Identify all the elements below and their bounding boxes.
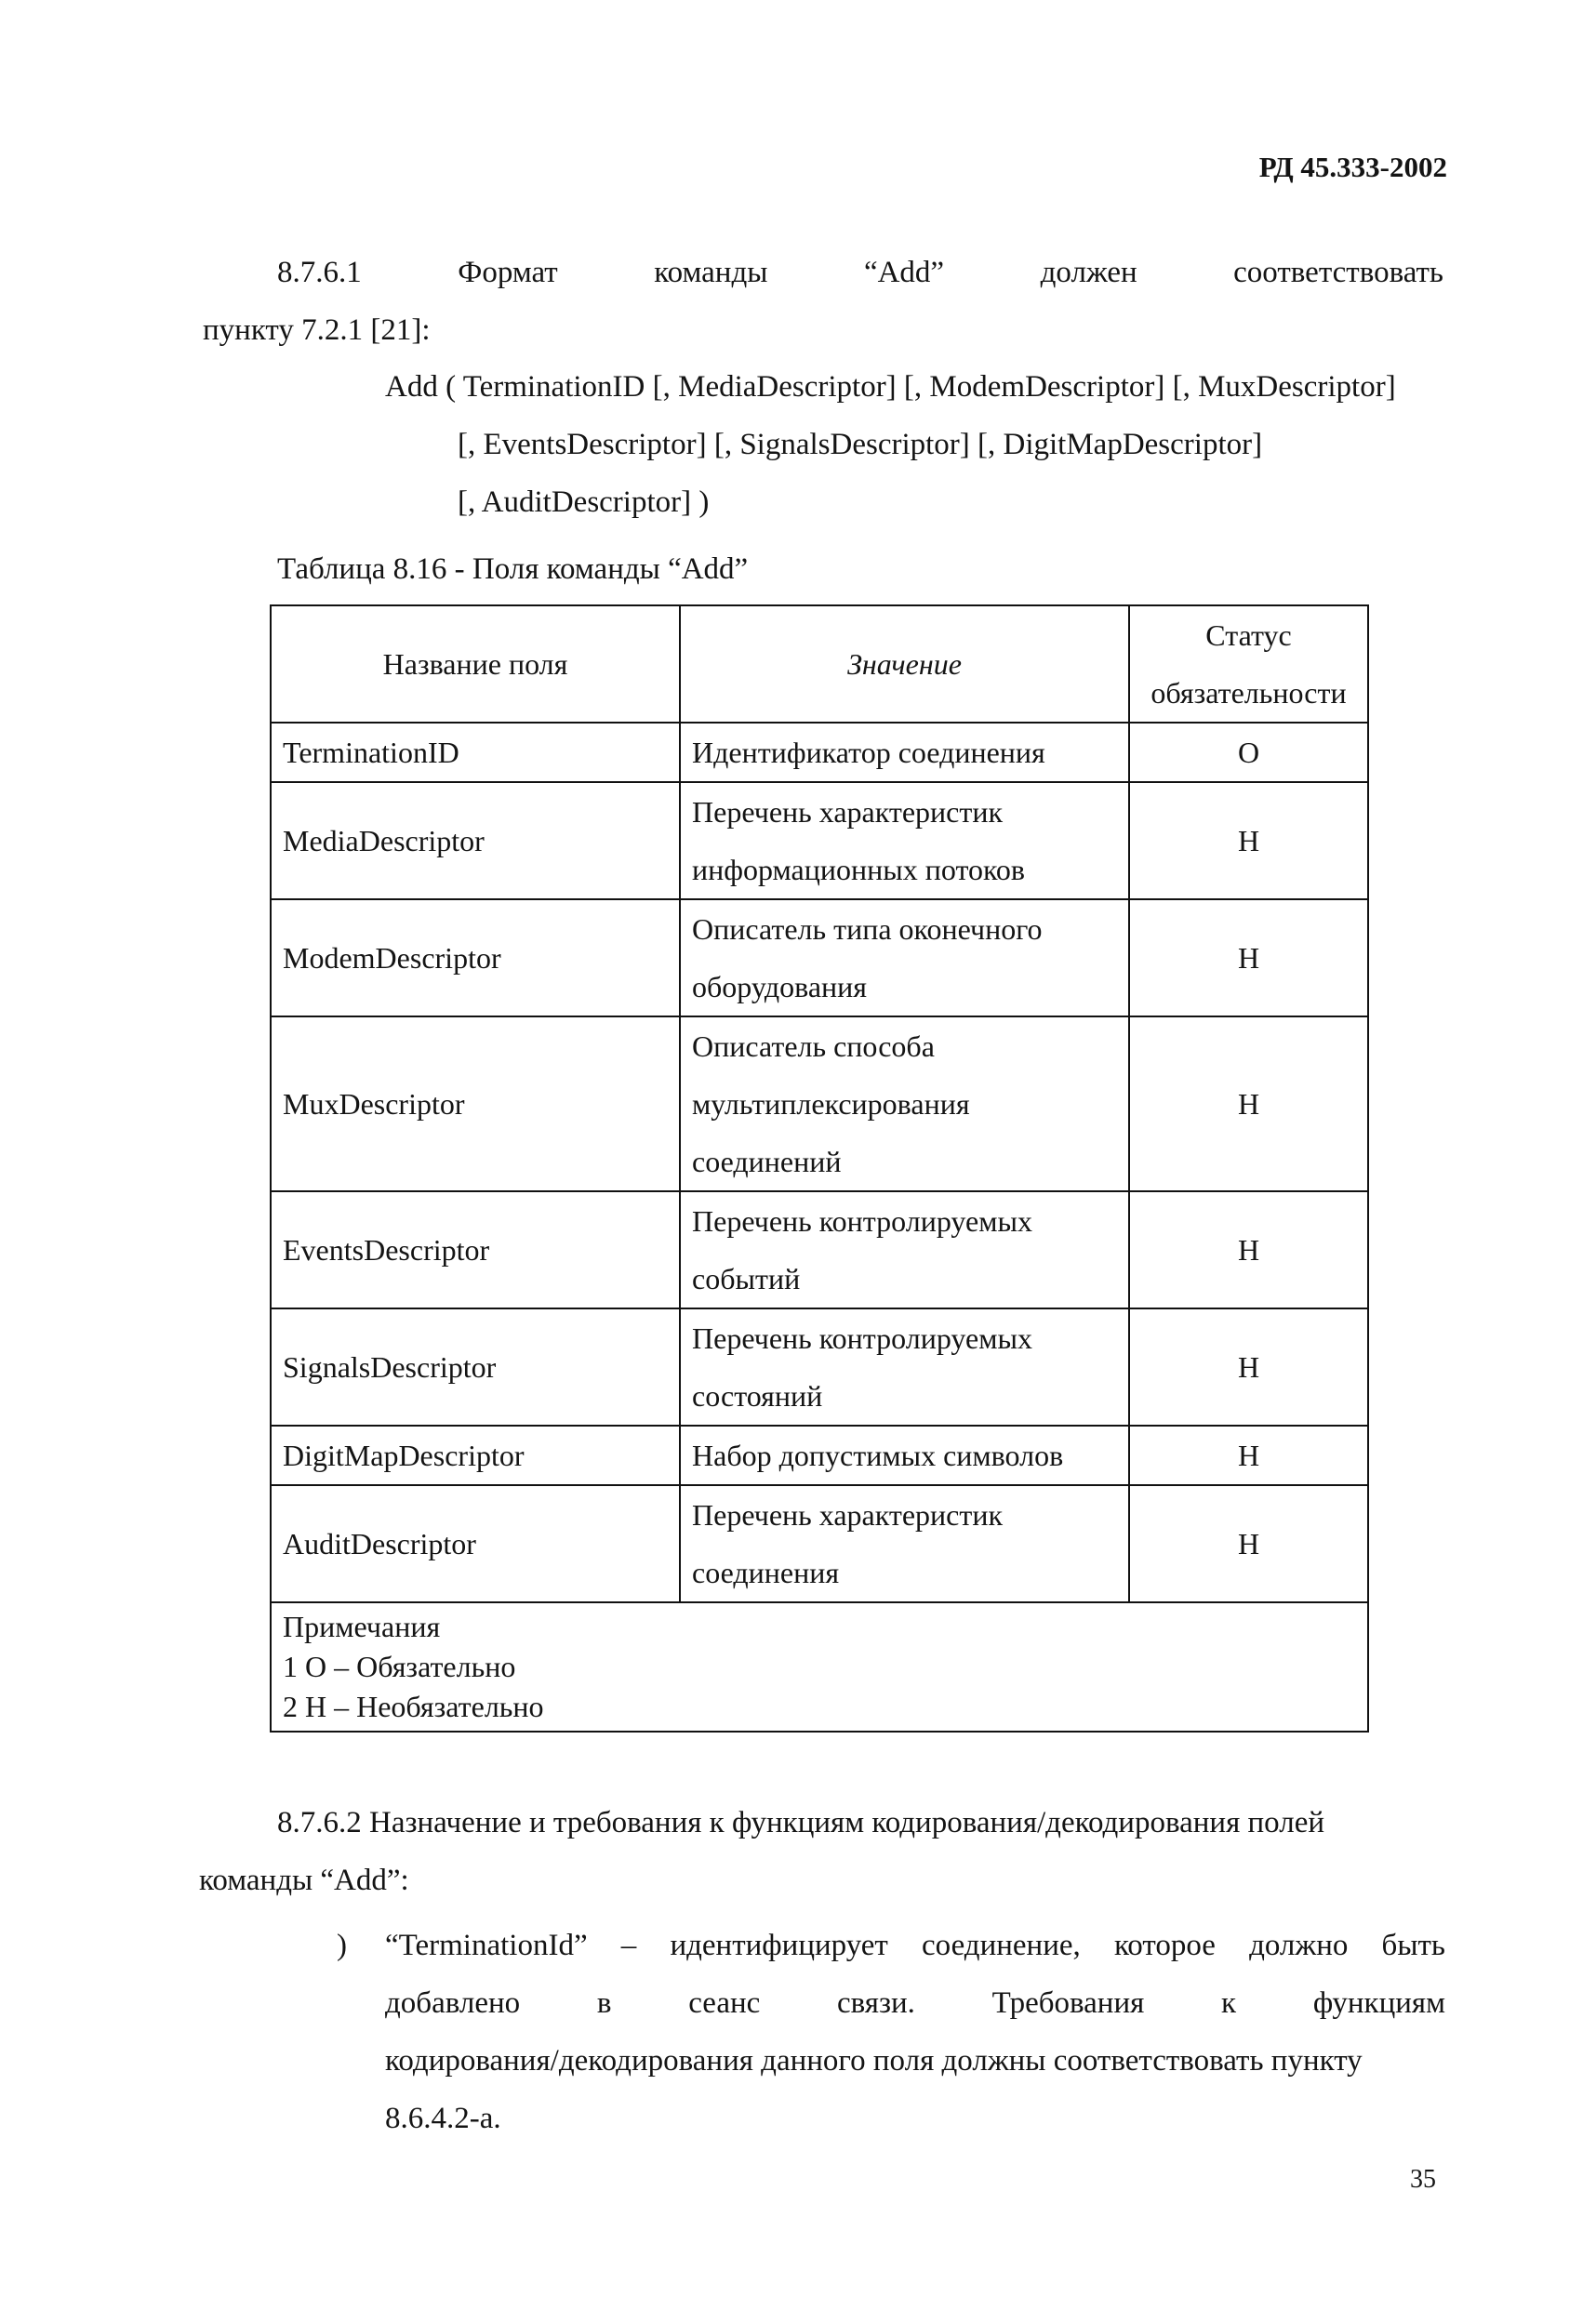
field-name-cell: MediaDescriptor [271,782,680,899]
syntax-line: [, AuditDescriptor] ) [458,485,710,519]
field-name-cell: SignalsDescriptor [271,1308,680,1426]
field-value-cell: Перечень контролируемых событий [680,1191,1129,1308]
notes-cell [271,1602,1368,1732]
table-row [271,782,1368,899]
field-value-cell: Идентификатор соединения [680,723,1129,782]
field-value-cell: Перечень характеристик соединения [680,1485,1129,1602]
field-name-cell: TerminationID [271,723,680,782]
fields-table [270,604,1369,1733]
list-item-marker: ) [337,1929,347,1962]
word: команды [654,256,768,289]
word: которое [1113,1929,1216,1962]
word: “TerminationId” [385,1929,588,1962]
word: должен [1040,256,1137,289]
field-value-cell: Перечень характеристик информационных потоков [680,782,1129,899]
section-number: 8.7.6.1 [277,256,362,289]
table-row [271,1426,1368,1485]
word: соединение, [922,1929,1081,1962]
table-row [271,899,1368,1016]
field-status-cell: Н [1129,782,1368,899]
header-field-name: Название поля [271,605,680,723]
syntax-line: [, EventsDescriptor] [, SignalsDescriptor] [, DigitMapDescriptor] [458,428,1263,461]
field-name-cell: EventsDescriptor [271,1191,680,1308]
word: к [1221,1986,1237,2020]
section-8-7-6-2-second-line: команды “Add”: [199,1864,409,1897]
table-row [271,1016,1368,1191]
field-status-cell: Н [1129,1485,1368,1602]
list-item-line: кодирования/декодирования данного поля должны соответствовать пункту [385,2044,1363,2078]
field-status-cell: Н [1129,1426,1368,1485]
header-value: Значение [680,605,1129,723]
syntax-line: Add ( TerminationID [, MediaDescriptor] [, ModemDescriptor] [, MuxDescriptor] [385,370,1396,404]
field-status-cell: Н [1129,1308,1368,1426]
table-row [271,723,1368,782]
notes-title: Примечания [283,1610,441,1643]
word: – [620,1929,637,1962]
word: соответствовать [1233,256,1443,289]
section-8-7-6-1-first-line [277,256,1443,290]
note-item: 2 Н – Необязательно [283,1690,544,1723]
field-status-cell: Н [1129,1191,1368,1308]
word: “Add” [863,256,945,289]
list-item-line [385,1986,1445,2021]
word: функциям [1312,1986,1445,2020]
field-status-cell: Н [1129,1016,1368,1191]
list-item-line: 8.6.4.2-а. [385,2102,501,2135]
table-row [271,1191,1368,1308]
word: идентифицирует [670,1929,888,1962]
word: Требования [991,1986,1145,2020]
field-value-cell: Описатель типа оконечного оборудования [680,899,1129,1016]
table-caption: Таблица 8.16 - Поля команды “Add” [277,552,749,586]
field-name-cell: DigitMapDescriptor [271,1426,680,1485]
word: в [596,1986,612,2020]
field-status-cell: О [1129,723,1368,782]
field-value-cell: Перечень контролируемых состояний [680,1308,1129,1426]
field-name-cell: AuditDescriptor [271,1485,680,1602]
word: добавлено [385,1986,521,2020]
field-value-cell: Описатель способа мультиплексирования соединений [680,1016,1129,1191]
table-header-row [271,605,1368,723]
note-item: 1 О – Обязательно [283,1650,516,1683]
section-8-7-6-1-second-line: пункту 7.2.1 [21]: [203,313,431,347]
section-8-7-6-2-first-line: 8.7.6.2 Назначение и требования к функциям кодирования/декодирования полей [277,1806,1324,1839]
field-name-cell: MuxDescriptor [271,1016,680,1191]
field-value-cell: Набор допустимых символов [680,1426,1129,1485]
field-status-cell: Н [1129,899,1368,1016]
word: Формат [458,256,558,289]
notes-row [271,1602,1368,1732]
word: сеанс [688,1986,761,2020]
page-number: 35 [1410,2165,1436,2194]
word: быть [1381,1929,1445,1962]
field-name-cell: ModemDescriptor [271,899,680,1016]
word: связи. [837,1986,915,2020]
table-row [271,1308,1368,1426]
document-id: РД 45.333-2002 [1258,151,1447,183]
word: должно [1249,1929,1349,1962]
header-status: Статус обязательности [1129,605,1368,723]
list-item-line [385,1929,1445,1963]
table-row [271,1485,1368,1602]
